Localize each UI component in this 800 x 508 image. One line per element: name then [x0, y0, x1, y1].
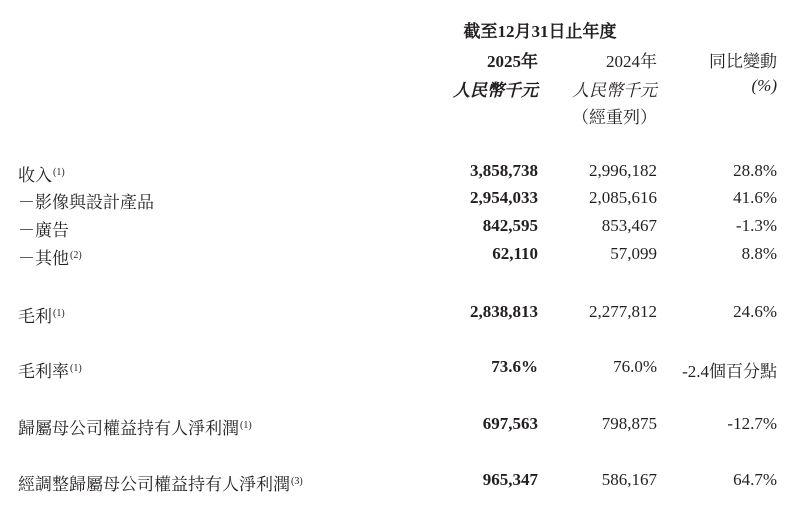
row-label-revenue: 收入$^{(1)}$: [18, 166, 65, 185]
imaging-design-products-2024: 2,085,616: [589, 188, 657, 207]
column-note-restated: （經重列）: [572, 108, 657, 127]
column-unit-change: (%): [751, 76, 777, 95]
column-unit-2025: 人民幣千元: [453, 81, 538, 100]
row-label-advertising: －廣告: [18, 221, 69, 240]
imaging-design-products-2025: 2,954,033: [470, 188, 538, 207]
gross-profit-2024: 2,277,812: [589, 302, 657, 321]
net-profit-attributable-2025: 697,563: [482, 414, 538, 433]
gross-margin-change: -2.4個百分點: [682, 362, 777, 381]
footnote-marker: (1): [70, 363, 82, 374]
others-2024: 57,099: [610, 244, 657, 263]
advertising-2024: 853,467: [601, 216, 657, 235]
row-label-adjusted-net-profit-attributable: 經調整歸屬母公司權益持有人淨利潤$^{(3)}$: [18, 475, 303, 494]
adjusted-net-profit-attributable-2025: 965,347: [482, 470, 538, 489]
footnote-marker: (1): [53, 308, 65, 319]
column-header-2024-year: 2024年: [606, 52, 657, 71]
gross-profit-change: 24.6%: [733, 302, 777, 321]
row-label-gross-profit: 毛利$^{(1)}$: [18, 307, 65, 326]
period-title: 截至12月31日止年度: [463, 22, 617, 41]
row-label-gross-margin: 毛利率$^{(1)}$: [18, 362, 82, 381]
adjusted-net-profit-attributable-2024: 586,167: [601, 470, 657, 489]
revenue-2025: 3,858,738: [470, 161, 538, 180]
column-unit-2024: 人民幣千元: [572, 81, 657, 100]
gross-margin-2025: 73.6%: [491, 357, 538, 376]
footnote-marker: (1): [240, 420, 252, 431]
adjusted-net-profit-attributable-change: 64.7%: [733, 470, 777, 489]
others-2025: 62,110: [492, 244, 538, 263]
others-change: 8.8%: [741, 244, 777, 263]
gross-margin-2024: 76.0%: [613, 357, 657, 376]
revenue-2024: 2,996,182: [589, 161, 657, 180]
footnote-marker: (1): [53, 167, 65, 178]
footnote-marker: (2): [70, 250, 82, 261]
footnote-marker: (3): [291, 476, 303, 487]
net-profit-attributable-2024: 798,875: [601, 414, 657, 433]
column-header-change: 同比變動: [709, 52, 777, 71]
gross-profit-2025: 2,838,813: [470, 302, 538, 321]
row-label-net-profit-attributable: 歸屬母公司權益持有人淨利潤$^{(1)}$: [18, 419, 252, 438]
net-profit-attributable-change: -12.7%: [727, 414, 777, 433]
revenue-change: 28.8%: [733, 161, 777, 180]
imaging-design-products-change: 41.6%: [733, 188, 777, 207]
row-label-imaging-design-products: －影像與設計產品: [18, 193, 154, 212]
row-label-others: －其他$^{(2)}$: [18, 249, 82, 268]
column-header-2025-year: 2025年: [487, 52, 538, 71]
advertising-change: -1.3%: [735, 216, 777, 235]
advertising-2025: 842,595: [482, 216, 538, 235]
